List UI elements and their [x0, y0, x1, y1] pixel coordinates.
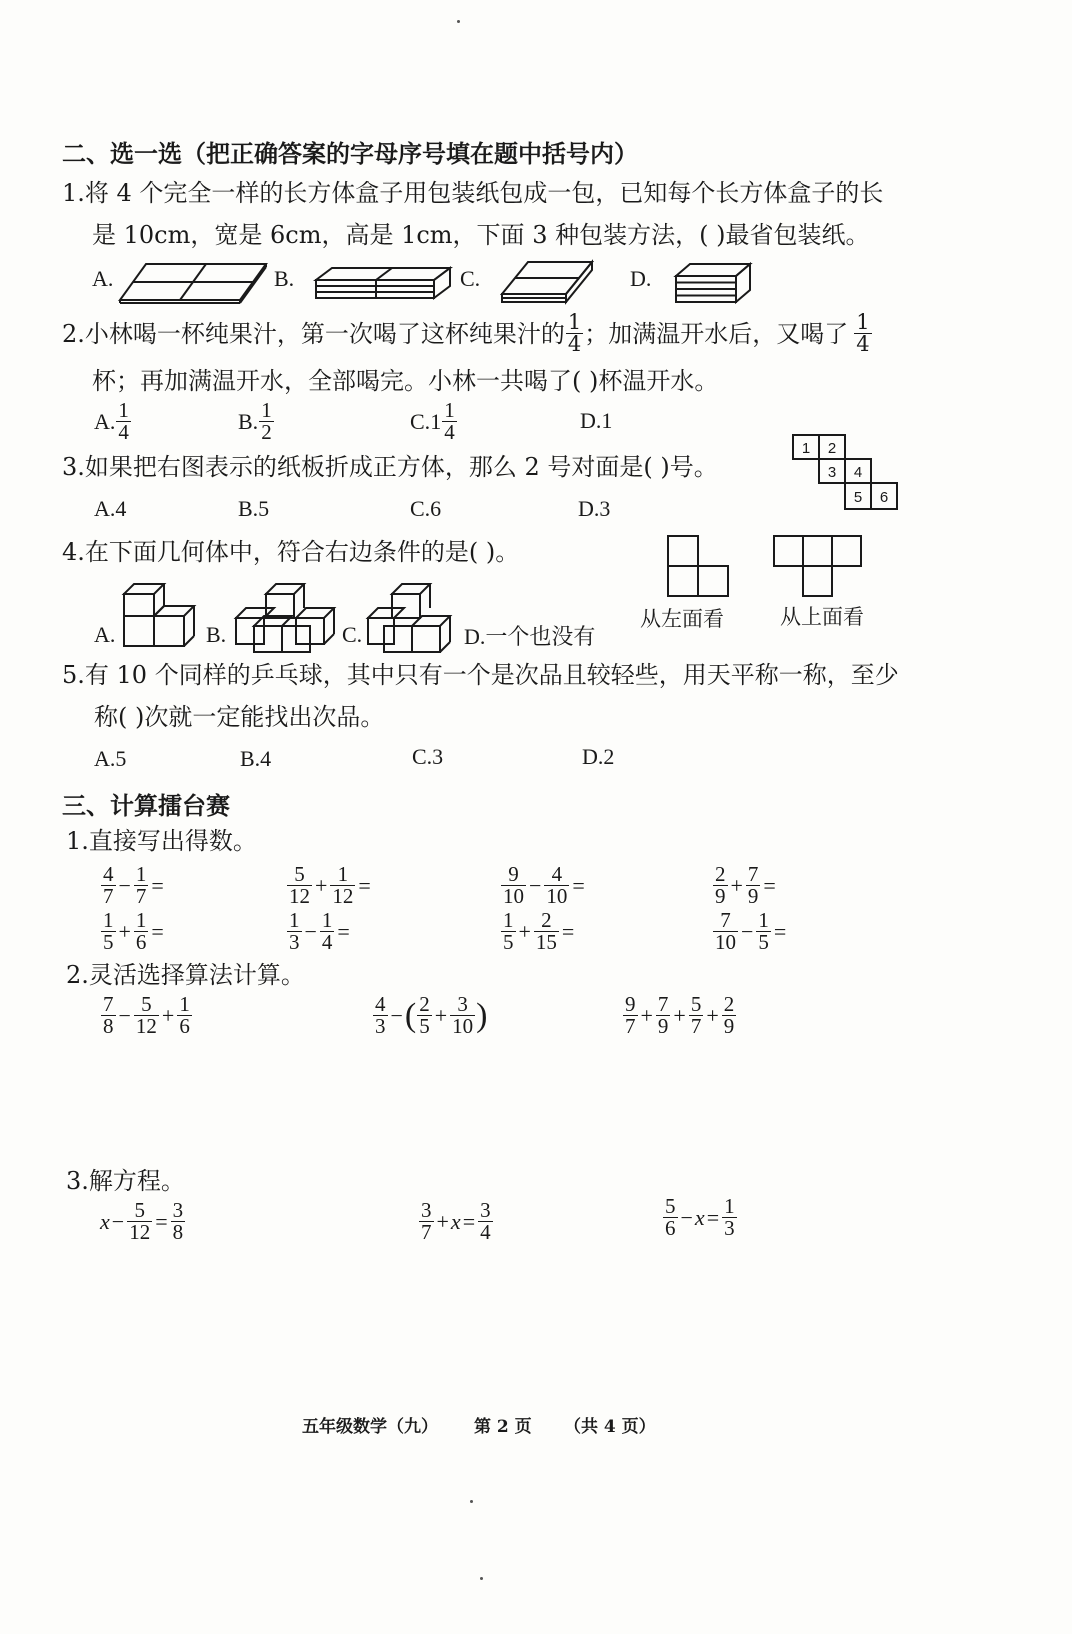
q4-option-d: D.一个也没有: [464, 624, 596, 649]
fraction: $\frac{1}{4}$: [321, 908, 333, 954]
view-from-left-figure: [666, 534, 730, 598]
q3-option-a: A.4: [94, 496, 127, 521]
fraction: $\frac{1}{7}$: [135, 862, 147, 908]
fraction: $\frac{1}{12}$: [332, 862, 354, 908]
net-label-6: 6: [879, 489, 889, 506]
operator: −: [304, 918, 317, 944]
operator: −: [529, 872, 542, 898]
question-2-line-2: 杯；再加满温开水，全部喝完。小林一共喝了( )杯温开水。: [92, 367, 719, 395]
net-label-1: 1: [801, 440, 811, 457]
view-from-left-label: 从左面看: [640, 607, 724, 631]
equals-sign: =: [151, 872, 164, 898]
fraction: $\frac{5}{12}$: [289, 862, 310, 908]
view-from-top-figure: [772, 534, 864, 598]
equals-sign: =: [763, 872, 776, 898]
q2-option-d: D. 1: [580, 408, 613, 433]
fraction: $\frac{4}{7}$: [103, 862, 114, 908]
direct-calc-item: [712, 910, 788, 953]
fraction: $\frac{1}{6}$: [135, 908, 147, 954]
equals-sign: =: [572, 872, 585, 898]
question-4-text: 4.在下面几何体中，符合右边条件的是( )。: [62, 538, 520, 566]
cube-net-figure: [792, 434, 898, 514]
direct-calc-item: [100, 910, 166, 953]
q3-option-d: D.3: [578, 496, 611, 521]
fraction: $\frac{1}{5}$: [103, 908, 114, 954]
direct-calc-item: [100, 864, 166, 907]
q2-option-b: B. $\frac{1}{2}$: [238, 398, 272, 444]
equation-3: $\frac{5}{6}$ − x = $\frac{1}{3}$: [665, 1194, 735, 1240]
question-2-line-1: [62, 312, 873, 355]
section-heading-calculation: 三、计算擂台赛: [62, 792, 230, 820]
fraction: $\frac{4}{10}$: [546, 862, 568, 908]
direct-calc-item: [500, 910, 576, 953]
direct-calc-item: [286, 910, 352, 953]
equation-1: x − $\frac{5}{12}$ = $\frac{3}{8}$: [100, 1198, 184, 1244]
section-heading-choice: 二、选一选（把正确答案的字母序号填在题中括号内）: [62, 140, 638, 168]
part-1-title: 1.直接写出得数。: [66, 827, 257, 855]
q4-option-a-solid: [122, 580, 192, 650]
direct-calc-item: [286, 864, 373, 907]
q1-option-c-package-figure: [500, 258, 596, 306]
q3-option-c: C.6: [410, 496, 442, 521]
q1-option-c-label: C.: [460, 266, 481, 291]
footer-page-number: 第 2 页: [474, 1417, 532, 1437]
equals-sign: =: [561, 918, 575, 944]
q1-option-b-label: B.: [274, 266, 295, 291]
fraction: $\frac{1}{3}$: [289, 908, 300, 954]
flexible-calc-2: $\frac{4}{3}$ − ( $\frac{2}{5}$ + $\frac{3}{10}$ ): [375, 992, 488, 1038]
net-label-4: 4: [853, 464, 863, 481]
direct-calc-item: [712, 864, 778, 907]
q1-option-a-package-figure: [118, 260, 270, 304]
fraction: $\frac{7}{10}$: [715, 908, 736, 954]
footer-total-pages: （共 4 页）: [564, 1417, 656, 1437]
q5-option-a: A.5: [94, 746, 127, 771]
flexible-calc-1: $\frac{7}{8}$ − $\frac{5}{12}$ + $\frac{1}{6}$: [103, 992, 190, 1038]
fraction: $\frac{2}{9}$: [715, 862, 726, 908]
fraction: $\frac{1}{5}$: [758, 908, 769, 954]
question-3-text: 3.如果把右图表示的纸板折成正方体，那么 2 号对面是( )号。: [62, 453, 718, 481]
q4-option-b-solid: [234, 580, 334, 656]
part-3-title: 3.解方程。: [66, 1167, 185, 1195]
fraction: $\frac{9}{10}$: [503, 862, 524, 908]
direct-calc-item: [500, 864, 587, 907]
operator: +: [118, 918, 131, 944]
q5-option-b: B.4: [240, 746, 272, 771]
q1-option-d-label: D.: [630, 266, 652, 291]
question-1-line-2: 是 10cm，宽是 6cm，高是 1cm，下面 3 种包装方法，( )最省包装纸。: [92, 221, 870, 249]
part-2-title: 2.灵活选择算法计算。: [66, 961, 305, 989]
q1-option-b-package-figure: [314, 266, 452, 302]
footer-subject: 五年级数学（九）: [302, 1417, 438, 1437]
q1-option-a-label: A.: [92, 266, 114, 291]
operator: −: [741, 918, 754, 944]
question-5-line-1: 5.有 10 个同样的乒乓球，其中只有一个是次品且较轻些，用天平称一称，至少: [62, 661, 899, 689]
fraction: $\frac{7}{9}$: [747, 862, 759, 908]
q2-option-a: A. $\frac{1}{4}$: [94, 398, 129, 444]
view-from-top-label: 从上面看: [780, 605, 864, 629]
q2-text-b: ；加满温开水后，又喝了: [584, 319, 849, 348]
q2-fraction-one-quarter-2: $\frac{1}{4}$: [856, 310, 870, 356]
equals-sign: =: [151, 918, 164, 944]
fraction: $\frac{1}{5}$: [503, 908, 514, 954]
net-label-3: 3: [827, 464, 837, 481]
question-1-line-1: 1.将 4 个完全一样的长方体盒子用包装纸包成一包，已知每个长方体盒子的长: [62, 179, 884, 207]
q5-option-d: D.2: [582, 744, 615, 769]
q4-option-c-solid: [366, 580, 450, 656]
q5-option-c: C.3: [412, 744, 444, 769]
q4-option-b-label: B.: [206, 622, 227, 647]
fraction: $\frac{2}{15}$: [535, 908, 557, 954]
q2-option-c: C. 1 $\frac{1}{4}$: [410, 398, 455, 444]
equals-sign: =: [773, 918, 787, 944]
q2-text-a: 2.小林喝一杯纯果汁，第一次喝了这杯纯果汁的: [62, 319, 565, 348]
net-label-2: 2: [827, 440, 837, 457]
operator: −: [118, 872, 131, 898]
net-label-5: 5: [853, 489, 863, 506]
operator: +: [730, 872, 743, 898]
question-5-line-2: 称( )次就一定能找出次品。: [94, 703, 385, 731]
flexible-calc-3: $\frac{9}{7}$ + $\frac{7}{9}$ + $\frac{5}{7}$ + $\frac{2}{9}$: [625, 992, 735, 1038]
equals-sign: =: [358, 872, 371, 898]
q4-option-a-label: A.: [94, 622, 116, 647]
q4-option-c-label: C.: [342, 622, 363, 647]
q2-fraction-one-quarter: $\frac{1}{4}$: [567, 310, 582, 356]
equation-2: $\frac{3}{7}$ + x = $\frac{3}{4}$: [421, 1198, 491, 1244]
operator: +: [518, 918, 531, 944]
operator: +: [315, 872, 328, 898]
equals-sign: =: [337, 918, 350, 944]
q1-option-d-package-figure: [674, 260, 752, 304]
q3-option-b: B.5: [238, 496, 270, 521]
